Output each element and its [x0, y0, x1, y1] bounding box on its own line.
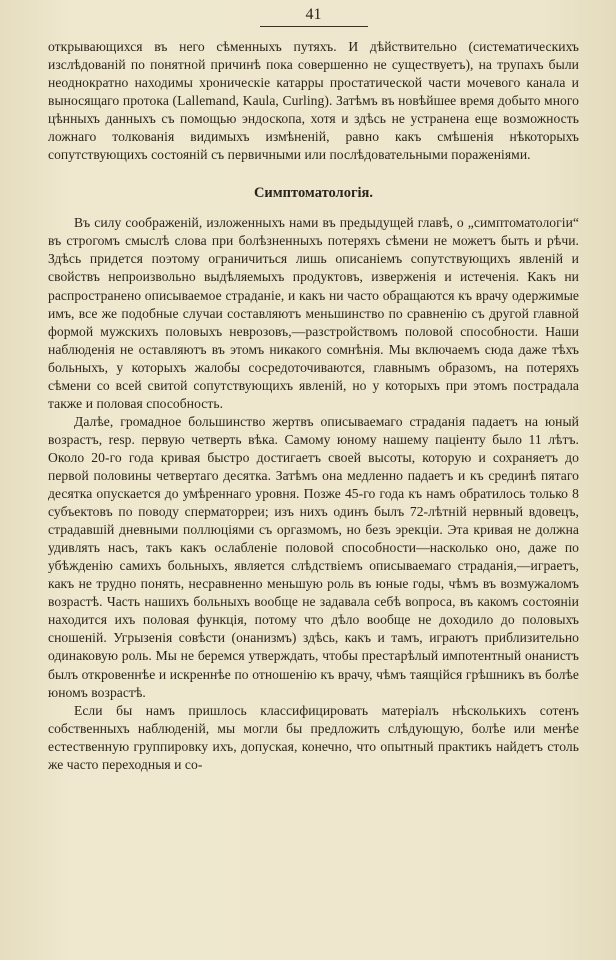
header-rule — [260, 26, 368, 27]
page-body — [48, 38, 579, 774]
section-title: Симптоматологія. — [253, 185, 374, 202]
paragraph-continued: открывающихся въ него сѣменныхъ путяхъ. И дѣйствительно (систематическихъ изслѣдованій по понятной причинѣ пока совершенно не существуетъ), на трупахъ были неоднократно находимы хроническіе катарры простатической части мочевого канала и выносящаго протока (Lallemand, Kaula, Curling). Затѣмъ въ новѣйшее время добыто много цѣнныхъ данныхъ съ помощью эндоскопа, хотя и здѣсь не устранена еще возможность ложнаго толкованія видимыхъ измѣненій, равно какъ смѣшенія нѣкоторыхъ сопутствующихъ состояній съ первичными или послѣдовательными пораженіями. — [48, 39, 579, 163]
paragraph: Если бы намъ пришлось классифицировать матеріалъ нѣсколькихъ сотенъ собственныхъ наблюденій, мы могли бы предложить слѣдующую, болѣе или менѣе естественную группировку ихъ, допуская, конечно, что опытный практикъ найдетъ столь же часто переходныя и со- — [48, 702, 579, 772]
paragraph: Въ силу соображеній, изложенныхъ нами въ предыдущей главѣ, о „симптоматологіи“ въ строгомъ смыслѣ слова при болѣзненныхъ потеряхъ сѣмени не можетъ быть и рѣчи. Здѣсь придется поэтому ограничиться лишь описаніемъ сопутствующихъ явленій и свойствъ непроизвольно выдѣляемыхъ продуктовъ, изверженія и истеченія. Какъ ни распространено описываемое страданіе, и какъ ни часто обращаются къ врачу одержимые имъ, все же подобные случаи составляютъ меньшинство по сравненію съ другой главной формой мужскихъ половыхъ неврозовъ,—разстройствомъ половой способности. Наши наблюденія не оставляютъ въ этомъ никакого сомнѣнія. Мы включаемъ сюда даже тѣхъ больныхъ, у которыхъ жалобы сосредоточиваются, главнымъ образомъ, на потеряхъ сѣмени со всей свитой сопутствующихъ явленій, но у которыхъ при этомъ пострадала также и половая способность. — [48, 215, 579, 411]
paragraph: Далѣе, громадное большинство жертвъ описываемаго страданія падаетъ на юный возрастъ, resp. первую четверть вѣка. Самому юному нашему паціенту было 11 лѣтъ. Около 20-го года кривая быстро достигаетъ своей высоты, которую и сохраняетъ до первой половины четвертаго десятка. Затѣмъ она медленно падаетъ и къ срединѣ пятаго десятка опускается до умѣреннаго уровня. Позже 45-го года къ намъ обратилось только 8 субъектовъ по поводу сперматорреи; изъ нихъ одинъ былъ 72-лѣтній нервный вдовецъ, страдавшій дневными поллюціями съ оргазмомъ, но безъ эрекціи. Эта кривая не должна удивлять насъ, такъ какъ ослабленіе половой способности—насколько оно, даже по убѣжденію самихъ больныхъ, является слѣдствіемъ описываемаго страданія,—играетъ, какъ не трудно понять, несравненно меньшую роль въ юные годы, чѣмъ въ возмужаломъ возрастѣ. Часть нашихъ больныхъ вообще не задавала себѣ вопроса, въ какомъ состояніи находится ихъ половая функція, потому что дѣло вообще не доходило до половыхъ сношеній. Угрызенія совѣсти (онанизмъ) здѣсь, какъ и тамъ, играютъ приблизительно одинаковую роль. Мы не беремся утверждать, чтобы престарѣлый импотентный онанистъ былъ откровеннѣе и искреннѣе по отношенію къ врачу, чѣмъ таящійся грѣшникъ въ болѣе юномъ возрастѣ. — [48, 413, 579, 700]
page-number: 41 — [305, 6, 322, 23]
